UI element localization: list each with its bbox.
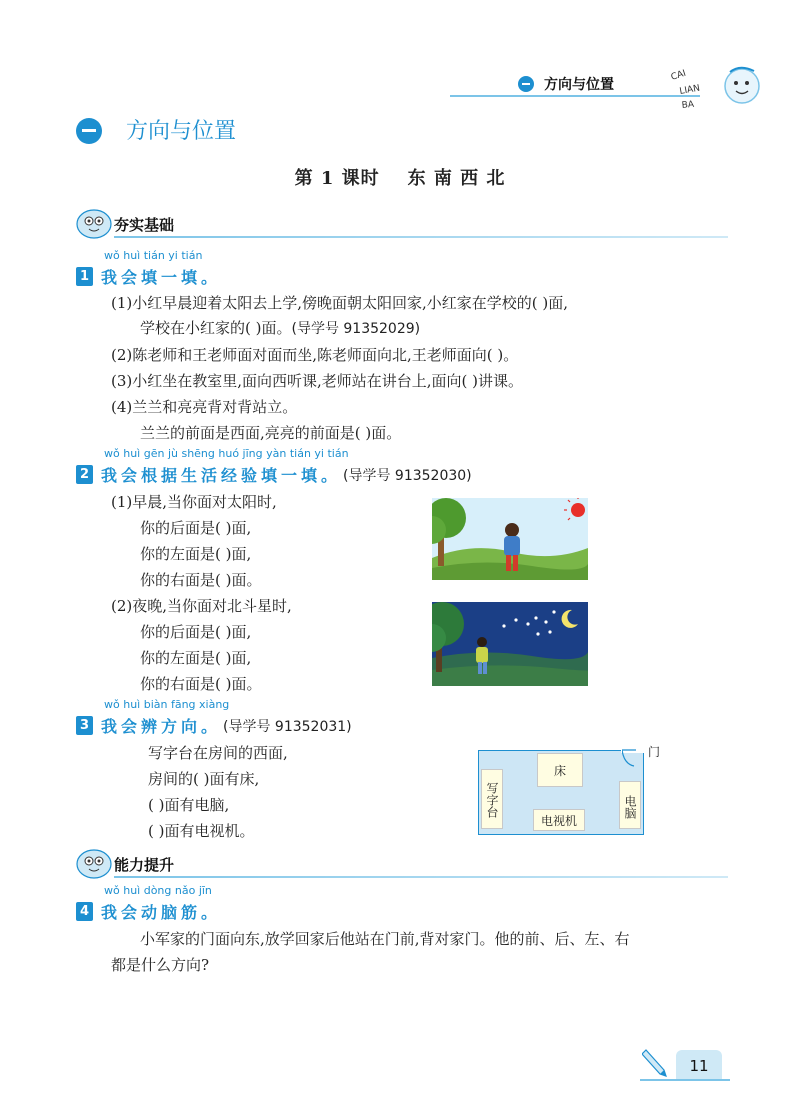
door-swing-icon [622, 748, 642, 770]
q2-part1-left: 你的左面是( )面, [140, 545, 252, 563]
unit-number-badge [76, 118, 102, 144]
q2-part1-intro: (1)早晨,当你面对太阳时, [111, 493, 277, 511]
lesson-heading [0, 164, 800, 190]
q3-pinyin: wǒ huì biàn fāng xiàng [104, 698, 230, 711]
q1-item1-ref: (导学号 91352029) [291, 321, 421, 337]
q2-number-badge: 2 [76, 465, 93, 484]
q3-title: 我会辨方向。 [101, 717, 222, 736]
q1-item4-line1: (4)兰兰和亮亮背对背站立。 [111, 398, 298, 416]
room-tv: 电视机 [533, 809, 585, 831]
lesson-title: 第 1 课时 [294, 168, 380, 189]
q2-ref: (导学号 91352030) [343, 467, 472, 484]
q4-header [76, 900, 221, 923]
room-desk: 写字台 [481, 769, 503, 829]
q2-part1-right: 你的右面是( )面。 [140, 571, 262, 589]
q3-ref: (导学号 91352031) [223, 718, 352, 735]
q2-part2-intro: (2)夜晚,当你面对北斗星时, [111, 597, 292, 615]
section-basic-rule [114, 236, 728, 238]
section-advanced-rule [114, 876, 728, 878]
section-basic-banner [74, 208, 728, 242]
q2-part2-right: 你的右面是( )面。 [140, 675, 262, 693]
q3-number-badge: 3 [76, 716, 93, 735]
lesson-topic: 东 南 西 北 [407, 168, 506, 189]
q2-part2-left: 你的左面是( )面, [140, 649, 252, 667]
running-header [440, 68, 800, 111]
cai-lian-ba-logo [650, 64, 770, 116]
q2-title: 我会根据生活经验填一填。 [101, 466, 342, 485]
page-rule [640, 1079, 730, 1081]
section-advanced-banner [74, 848, 728, 882]
q2-part2-back: 你的后面是( )面, [140, 623, 252, 641]
q1-title: 我会填一填。 [101, 268, 222, 287]
q1-item1-line2: 学校在小红家的( )面。 [140, 319, 292, 337]
running-title: 方向与位置 [544, 77, 614, 93]
section-basic-label: 夯实基础 [114, 216, 175, 234]
logo-text-cai: CAI [669, 68, 688, 83]
q1-item1-line1: (1)小红早晨迎着太阳去上学,傍晚面朝太阳回家,小红家在学校的( )面, [111, 294, 569, 312]
unit-dot-icon [518, 76, 534, 92]
q3-line2: 房间的( )面有床, [148, 770, 260, 788]
q2-header [76, 463, 472, 486]
q1-item4-line2: 兰兰的前面是西面,亮亮的前面是( )面。 [140, 424, 402, 442]
pencil-icon [642, 1048, 668, 1078]
morning-sun-illustration [432, 498, 588, 580]
q4-line1: 小军家的门面向东,放学回家后他站在门前,背对家门。他的前、后、左、右 [140, 930, 630, 948]
q3-header [76, 714, 352, 737]
q3-line3: ( )面有电脑, [148, 796, 230, 814]
q1-header [76, 265, 221, 288]
q3-line4: ( )面有电视机。 [148, 822, 255, 840]
q1-item1-line2-wrap [140, 318, 420, 339]
room-computer: 电脑 [619, 781, 641, 829]
logo-text-lian: LIAN [678, 83, 701, 97]
mascot-icon [74, 206, 114, 240]
q2-part1-back: 你的后面是( )面, [140, 519, 252, 537]
q4-pinyin: wǒ huì dòng nǎo jīn [104, 884, 212, 897]
q4-number-badge: 4 [76, 902, 93, 921]
q1-item2: (2)陈老师和王老师面对面而坐,陈老师面向北,王老师面向( )。 [111, 346, 519, 364]
mascot-icon [74, 846, 114, 880]
q1-pinyin: wǒ huì tián yi tián [104, 249, 203, 262]
page-number: 11 [676, 1050, 722, 1080]
room-bed: 床 [537, 753, 583, 787]
room-diagram [478, 750, 644, 835]
q2-pinyin: wǒ huì gēn jù shēng huó jīng yàn tián yi tián [104, 447, 349, 460]
q1-item3: (3)小红坐在教室里,面向西听课,老师站在讲台上,面向( )讲课。 [111, 372, 524, 390]
q1-number-badge: 1 [76, 267, 93, 286]
night-big-dipper-illustration [432, 602, 588, 686]
unit-title: 方向与位置 [126, 119, 237, 144]
q4-line2: 都是什么方向? [111, 956, 210, 974]
room-door-label: 门 [648, 745, 661, 759]
q3-line1: 写字台在房间的西面, [148, 744, 288, 762]
q4-title: 我会动脑筋。 [101, 903, 222, 922]
section-advanced-label: 能力提升 [114, 856, 175, 874]
logo-text-ba: BA [681, 99, 695, 111]
